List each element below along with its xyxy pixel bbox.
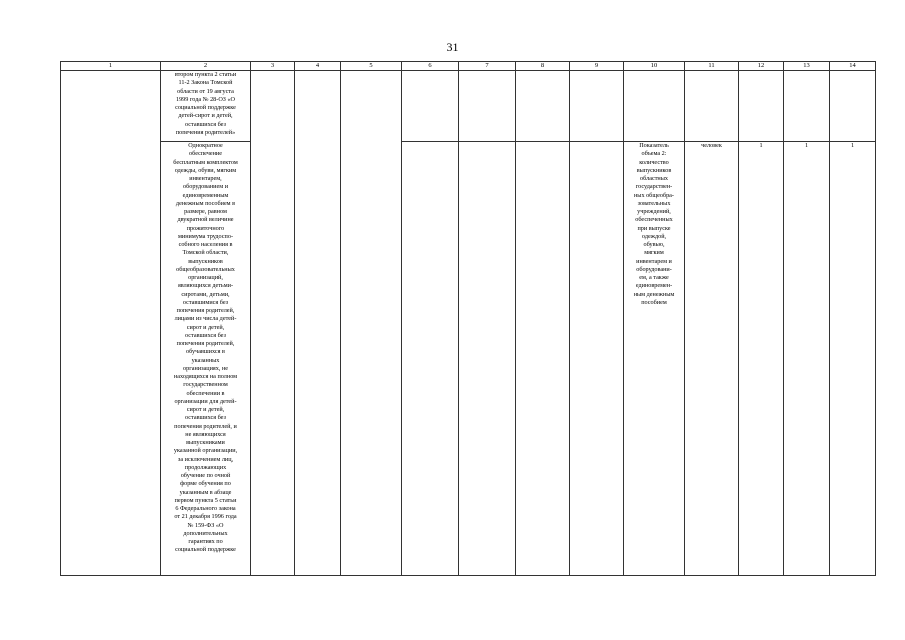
cell-text: втором пункта 2 статьи 11-2 Закона Томской области от 19 августа 1999 года № 28-ОЗ «О социальной поддержке детей-сирот и детей, оставшихся без попечения родителей» <box>174 71 237 136</box>
cell-text: Однократное обеспечение бесплатным комплектом одежды, обуви, мягким инвентарем, оборудованием и единовременным денежным пособием в размере, равном двукратной величине прожиточного минимума трудоспо- собного населения в Томской области, выпускников общеобразовательных организаций, являющихся детьми- сиротами, детьми, оставшимися без попечения родителей, лицами из числа детей- сирот и детей, оставшихся без попечения родителей, обучавшихся в указанных организациях, не находящихся на полном государственном обеспечении в организации для детей- сирот и детей, оставшихся без попечения родителей, и не являющихся выпускниками указанной организации, за исключением лиц, продолжающих обучение по очной форме обучения по указанным в абзаце первом пункта 5 статьи 6 Федерального закона от 21 декабря 1996 года № 159-ФЗ «О дополнительных гарантиях по социальной поддержке <box>173 142 238 554</box>
column-header: 12 <box>739 62 784 71</box>
column-number-row <box>61 62 876 71</box>
table-cell <box>685 71 739 142</box>
column-header: 10 <box>624 62 685 71</box>
cell-text: Показатель объема 2: количество выпускников областных государствен- ных общеобра- зовательных учреждений, обеспеченных при выпуске одеждой, обувью, мягким инвентарем и оборудовани- ем, а также единовремен- ным денежным пособием <box>633 142 675 306</box>
cell-text: человек <box>701 142 722 149</box>
table-cell <box>570 142 624 576</box>
table-cell <box>685 142 739 576</box>
table-cell <box>61 71 161 576</box>
column-header: 7 <box>459 62 516 71</box>
cell-text: 1 <box>804 142 809 149</box>
column-header: 9 <box>570 62 624 71</box>
cell-text: 1 <box>850 142 855 149</box>
table-cell <box>402 71 459 142</box>
table-cell <box>784 71 830 142</box>
table-cell <box>830 71 876 142</box>
table-cell <box>402 142 459 576</box>
column-header: 13 <box>784 62 830 71</box>
table-row <box>61 142 876 576</box>
table-cell <box>624 71 685 142</box>
column-header: 4 <box>295 62 341 71</box>
column-header: 11 <box>685 62 739 71</box>
column-header: 6 <box>402 62 459 71</box>
column-header: 14 <box>830 62 876 71</box>
table-cell <box>295 71 341 576</box>
table-cell <box>459 71 516 142</box>
table-cell <box>161 71 251 142</box>
table-cell <box>341 71 402 576</box>
table-cell <box>624 142 685 576</box>
table-cell <box>784 142 830 576</box>
table-cell <box>516 71 570 142</box>
page-number: 31 <box>446 40 459 54</box>
table-cell <box>570 71 624 142</box>
column-header: 3 <box>251 62 295 71</box>
table-cell <box>739 71 784 142</box>
table-cell <box>459 142 516 576</box>
column-header: 5 <box>341 62 402 71</box>
table-cell <box>830 142 876 576</box>
table-cell <box>739 142 784 576</box>
table-cell <box>251 71 295 576</box>
column-header: 8 <box>516 62 570 71</box>
column-header: 2 <box>161 62 251 71</box>
document-table <box>60 61 876 576</box>
cell-text: 1 <box>759 142 763 149</box>
table-cell <box>516 142 570 576</box>
table-cell <box>161 142 251 576</box>
table-row <box>61 71 876 142</box>
column-header: 1 <box>61 62 161 71</box>
